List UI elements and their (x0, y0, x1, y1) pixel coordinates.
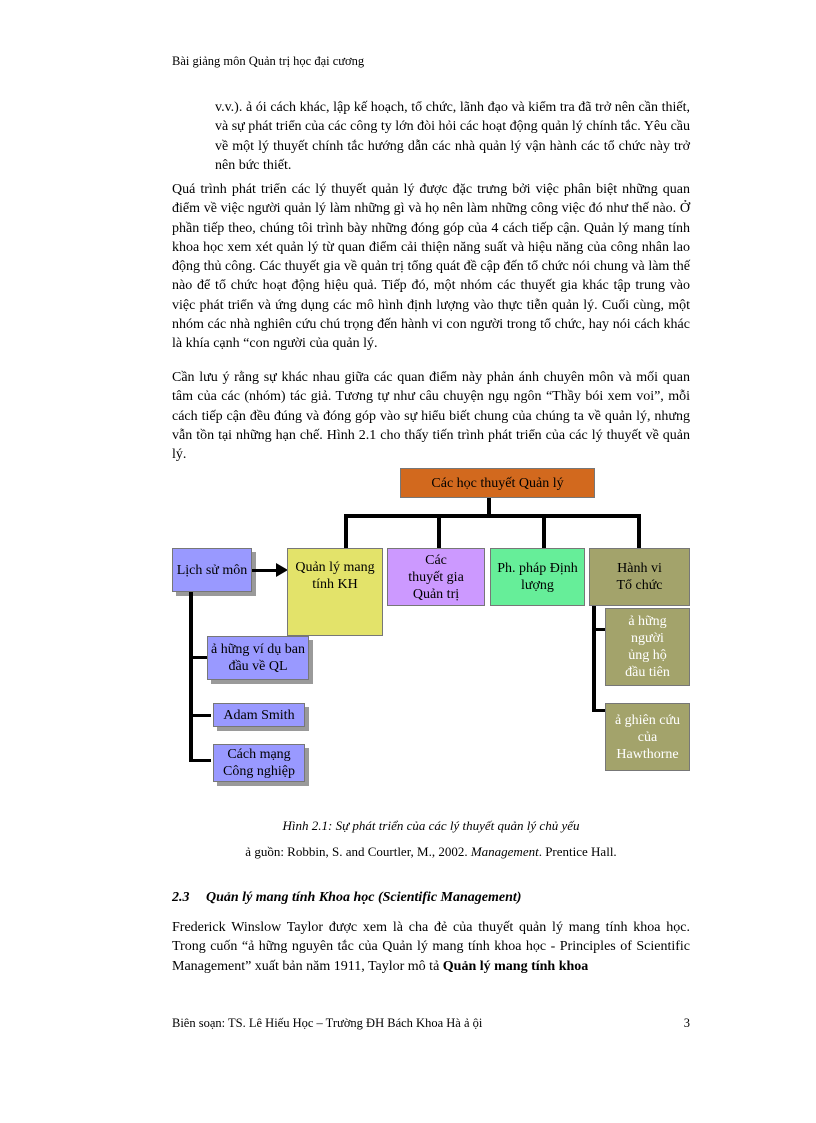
general-box (387, 548, 485, 606)
footer-author: Biên soạn: TS. Lê Hiếu Học – Trường ĐH Bách Khoa Hà ả ội (172, 1016, 483, 1030)
connector (592, 606, 596, 712)
figure-source (172, 844, 690, 860)
adam-smith-label: Adam Smith (223, 707, 295, 723)
connector (637, 514, 641, 548)
connector (437, 514, 441, 548)
arrow-shaft (252, 569, 278, 572)
p3-bold: Quản lý mang tính khoa (442, 958, 589, 974)
connector (189, 656, 209, 659)
quant-box (490, 548, 585, 606)
body-paragraph-1: Quá trình phát triển các lý thuyết quản lý được đặc trưng bởi việc phân biệt những quan điểm về việc người quản lý làm những gì và họ nên làm những công việc đó như thế nào. Ở phần tiếp theo, chúng tôi trình bày những đóng góp của 4 cách tiếp cận. Quản lý mang tính khoa học xem xét quản lý từ quan điểm cải thiện năng suất và hiệu năng của công nhân lao động thủ công. Các thuyết gia về quản trị tổng quát đề cập đến tổ chức nói chung và làm thế nào để tổ chức hoạt động hiệu quả. Tiếp đó, một nhóm các thuyết gia khác tập trung vào việc phát triển và ứng dụng các mô hình định lượng vào thực tiễn quản lý. Cuối cùng, một nhóm các nhà nghiên cứu chú trọng đến hành vi con người trong tổ chức, hay nói cách khác là khía cạnh “con người của quản lý. (172, 182, 690, 352)
quant-label: Ph. pháp Định lượng (497, 561, 578, 593)
general-label: Các thuyết gia Quản trị (408, 552, 464, 602)
page-number: 3 (683, 1016, 690, 1030)
running-header: Bài giảng môn Quản trị học đại cương (172, 54, 365, 68)
history-label: Lịch sử môn (176, 562, 248, 578)
industrial-revolution-label: Cách mạng Công nghiệp (223, 747, 295, 779)
early-examples-box (207, 636, 309, 680)
early-advocates-box (605, 608, 690, 686)
industrial-revolution-box (213, 744, 305, 782)
connector (592, 628, 606, 631)
connector (592, 709, 606, 712)
root-box: Các học thuyết Quản lý (400, 468, 595, 498)
connector (344, 514, 641, 518)
body-paragraph-3 (172, 918, 690, 976)
hawthorne-box (605, 703, 690, 771)
section-heading (172, 890, 521, 906)
connector (189, 714, 211, 717)
body-paragraph-2: Cần lưu ý rằng sự khác nhau giữa các quan điểm này phản ánh chuyên môn và mối quan tâm của các (nhóm) tác giả. Tương tự như câu chuyện ngụ ngôn “Thầy bói xem voi”, mỗi cách tiếp cận đều đúng và đóng góp vào sự hiểu biết chung của chúng ta về quản lý, nhưng vẫn tồn tại những hạn chế. Hình 2.1 cho thấy tiến trình phát triển của các lý thuyết về quản lý. (172, 370, 690, 463)
scientific-label: Quản lý mang tính KH (295, 560, 375, 592)
p3-text: Frederick Winslow Taylor được xem là cha đẻ của thuyết quản lý mang tính khoa học. Trong cuốn “ả hững nguyên tắc của Quản lý mang tính khoa học - Principles of Scientific Management” xuất bản năm 1911, Taylor mô tả (172, 920, 690, 974)
figure-caption: Hình 2.1: Sự phát triển của các lý thuyết quản lý chủ yếu (282, 818, 580, 833)
connector (189, 759, 211, 762)
source-suffix: . Prentice Hall. (538, 844, 617, 859)
behavior-label: Hành vi Tổ chức (616, 561, 663, 593)
behavior-box (589, 548, 690, 606)
connector (542, 514, 546, 548)
page-footer (172, 1016, 690, 1031)
source-title: Management (470, 844, 539, 859)
section-title: Quản lý mang tính Khoa học (Scientific Management) (206, 890, 522, 905)
scientific-box (287, 548, 383, 636)
section-number: 2.3 (172, 890, 190, 905)
connector (344, 514, 348, 548)
connector (189, 592, 193, 762)
hawthorne-label: ả ghiên cứu của Hawthorne (614, 712, 681, 762)
source-prefix: ả guồn: Robbin, S. and Courtler, M., 2002. (245, 844, 468, 859)
quote-paragraph: v.v.). ả ói cách khác, lập kế hoạch, tổ chức, lãnh đạo và kiểm tra đã trở nên cần thiết, và sự phát triển của các công ty lớn đòi hỏi các hoạt động quản lý chính tắc. Yêu cầu về một lý thuyết chính tắc hướng dẫn các nhà quản lý vận hành các tổ chức này trở nên bức thiết. (215, 100, 690, 173)
history-box (172, 548, 252, 592)
adam-smith-box (213, 703, 305, 727)
early-advocates-label: ả hững người ủng hộ đầu tiên (625, 614, 670, 680)
early-examples-label: ả hững ví dụ ban đầu về QL (211, 642, 305, 674)
